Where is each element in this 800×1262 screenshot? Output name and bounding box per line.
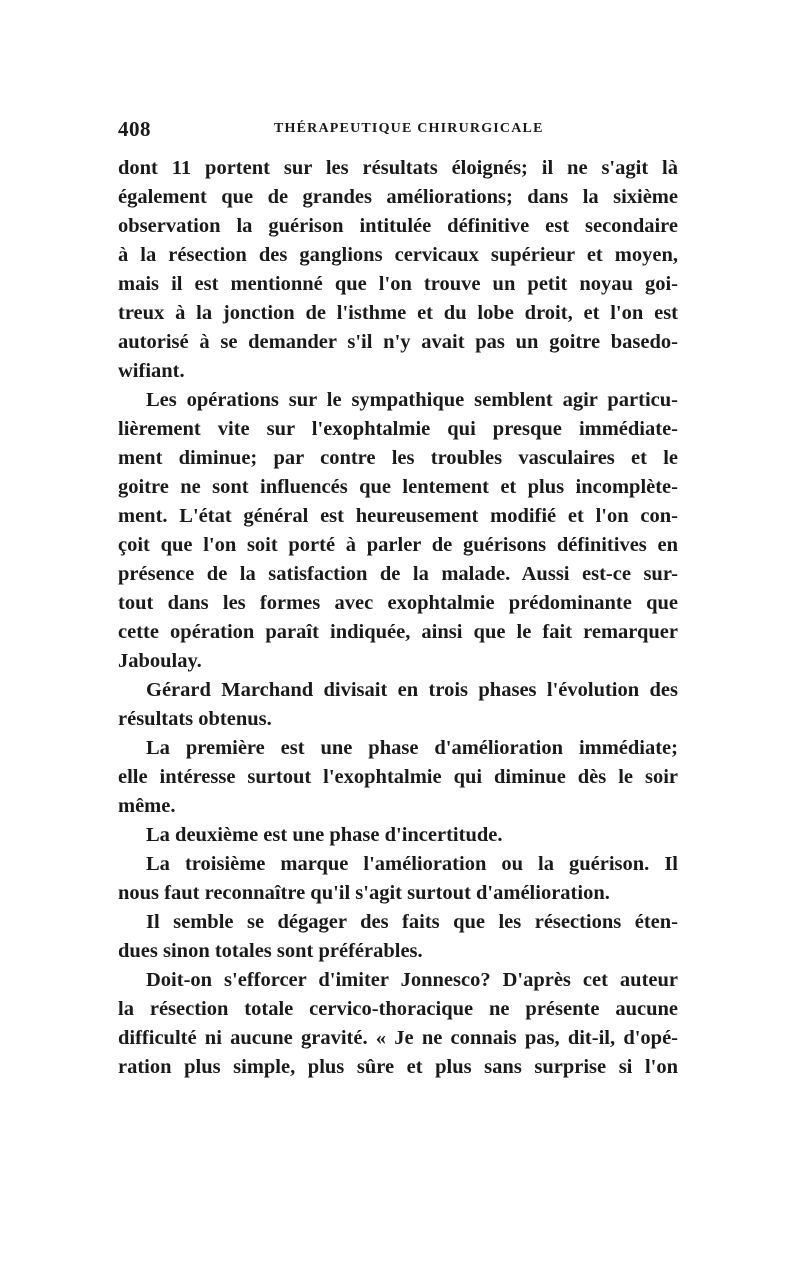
body-text	[118, 154, 678, 1082]
text-line: Doit-on s'efforcer d'imiter Jonnesco? D'après cet auteur	[146, 969, 678, 991]
text-line: wifiant.	[118, 360, 185, 382]
page-number: 408	[118, 117, 151, 141]
text-line: çoit que l'on soit porté à parler de guérisons définitives en	[118, 534, 678, 556]
text-line: difficulté ni aucune gravité. « Je ne connais pas, dit-il, d'opé-	[118, 1027, 678, 1049]
text-line: elle intéresse surtout l'exophtalmie qui diminue dès le soir	[118, 766, 678, 788]
text-line: Gérard Marchand divisait en trois phases l'évolution des	[146, 679, 678, 701]
text-line: La troisième marque l'amélioration ou la guérison. Il	[146, 853, 678, 875]
text-line: même.	[118, 795, 176, 817]
text-line: cette opération paraît indiquée, ainsi que le fait remarquer	[118, 621, 678, 643]
text-line: Il semble se dégager des faits que les résections éten-	[146, 911, 678, 933]
running-title: THÉRAPEUTIQUE CHIRURGICALE	[274, 121, 544, 136]
text-line: également que de grandes améliorations; dans la sixième	[118, 186, 678, 208]
text-line: la résection totale cervico-thoracique ne présente aucune	[118, 998, 678, 1020]
text-line: résultats obtenus.	[118, 708, 272, 730]
text-line: dues sinon totales sont préférables.	[118, 940, 423, 962]
text-line: La première est une phase d'amélioration immédiate;	[146, 737, 678, 759]
text-line: ment. L'état général est heureusement modifié et l'on con-	[118, 505, 678, 527]
text-line: Les opérations sur le sympathique semblent agir particu-	[146, 389, 678, 411]
text-line: présence de la satisfaction de la malade. Aussi est-ce sur-	[118, 563, 678, 585]
text-line: tout dans les formes avec exophtalmie prédominante que	[118, 592, 678, 614]
text-line: Jaboulay.	[118, 650, 202, 672]
text-line: mais il est mentionné que l'on trouve un petit noyau goi-	[118, 273, 678, 295]
text-line: lièrement vite sur l'exophtalmie qui presque immédiate-	[118, 418, 678, 440]
text-line: ration plus simple, plus sûre et plus sans surprise si l'on	[118, 1056, 678, 1078]
text-line: dont 11 portent sur les résultats éloignés; il ne s'agit là	[118, 157, 678, 179]
text-line: autorisé à se demander s'il n'y avait pas un goitre basedo-	[118, 331, 678, 353]
text-line: treux à la jonction de l'isthme et du lobe droit, et l'on est	[118, 302, 678, 324]
text-line: observation la guérison intitulée définitive est secondaire	[118, 215, 678, 237]
text-line: goitre ne sont influencés que lentement et plus incomplète-	[118, 476, 678, 498]
text-line: La deuxième est une phase d'incertitude.	[146, 824, 503, 846]
text-line: ment diminue; par contre les troubles vasculaires et le	[118, 447, 678, 469]
text-line: à la résection des ganglions cervicaux supérieur et moyen,	[118, 244, 678, 266]
page-header	[118, 117, 678, 143]
text-line: nous faut reconnaître qu'il s'agit surtout d'amélioration.	[118, 882, 610, 904]
